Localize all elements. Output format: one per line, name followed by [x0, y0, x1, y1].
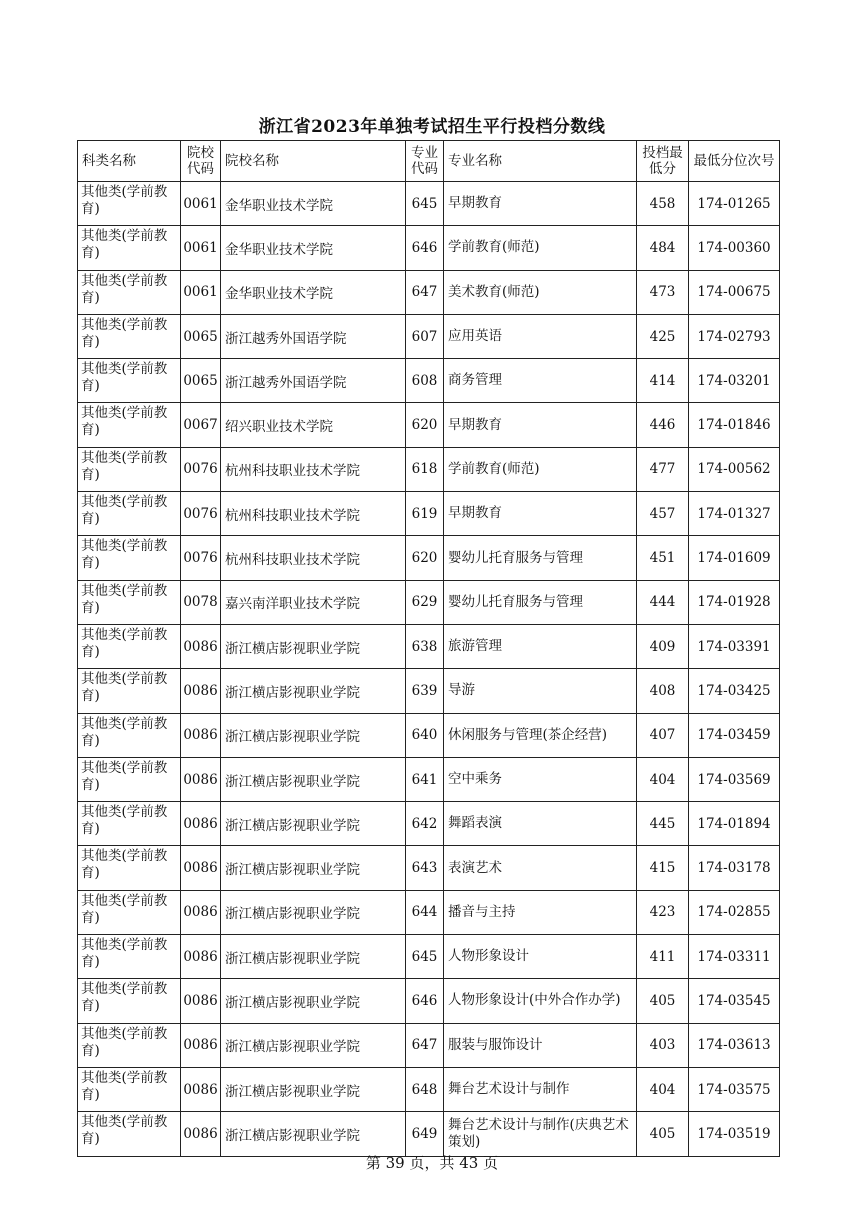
- cell-major-name: 商务管理: [444, 359, 637, 403]
- cell-category: 其他类(学前教育): [78, 757, 181, 801]
- cell-min-rank: 174-01846: [689, 403, 780, 447]
- cell-school-name: 金华职业技术学院: [221, 270, 406, 314]
- cell-min-rank: 174-03569: [689, 757, 780, 801]
- table-row: [78, 669, 780, 713]
- cell-school-name: 杭州科技职业技术学院: [221, 447, 406, 491]
- cell-min-rank: 174-03311: [689, 935, 780, 979]
- cell-category: 其他类(学前教育): [78, 270, 181, 314]
- cell-major-code: 649: [406, 1112, 444, 1156]
- table-row: [78, 536, 780, 580]
- cell-school-name: 金华职业技术学院: [221, 226, 406, 270]
- cell-min-score: 425: [637, 314, 689, 358]
- cell-major-code: 620: [406, 536, 444, 580]
- cell-category: 其他类(学前教育): [78, 182, 181, 226]
- cell-major-code: 608: [406, 359, 444, 403]
- header-major-name: 专业名称: [444, 141, 637, 182]
- cell-category: 其他类(学前教育): [78, 669, 181, 713]
- header-school-name: 院校名称: [221, 141, 406, 182]
- cell-school-name: 浙江横店影视职业学院: [221, 1023, 406, 1067]
- cell-category: 其他类(学前教育): [78, 447, 181, 491]
- cell-school-name: 杭州科技职业技术学院: [221, 536, 406, 580]
- cell-major-name: 舞蹈表演: [444, 802, 637, 846]
- cell-min-score: 445: [637, 802, 689, 846]
- cell-min-rank: 174-03201: [689, 359, 780, 403]
- cell-school-code: 0086: [181, 624, 221, 668]
- table-row: [78, 359, 780, 403]
- cell-major-code: 618: [406, 447, 444, 491]
- table-row: [78, 226, 780, 270]
- cell-min-rank: 174-03459: [689, 713, 780, 757]
- cell-school-code: 0065: [181, 359, 221, 403]
- cell-school-name: 金华职业技术学院: [221, 182, 406, 226]
- table-row: [78, 624, 780, 668]
- cell-school-name: 浙江横店影视职业学院: [221, 713, 406, 757]
- cell-category: 其他类(学前教育): [78, 624, 181, 668]
- cell-school-code: 0067: [181, 403, 221, 447]
- cell-major-code: 642: [406, 802, 444, 846]
- cell-major-code: 640: [406, 713, 444, 757]
- cell-category: 其他类(学前教育): [78, 846, 181, 890]
- page-title: 浙江省2023年单独考试招生平行投档分数线: [258, 117, 606, 137]
- cell-min-rank: 174-01609: [689, 536, 780, 580]
- cell-min-rank: 174-03519: [689, 1112, 780, 1156]
- cell-min-score: 444: [637, 580, 689, 624]
- cell-major-name: 学前教育(师范): [444, 226, 637, 270]
- cell-major-code: 645: [406, 182, 444, 226]
- cell-category: 其他类(学前教育): [78, 979, 181, 1023]
- cell-major-code: 643: [406, 846, 444, 890]
- cell-major-name: 人物形象设计(中外合作办学): [444, 979, 637, 1023]
- cell-category: 其他类(学前教育): [78, 403, 181, 447]
- cell-min-score: 423: [637, 890, 689, 934]
- table-row: [78, 403, 780, 447]
- cell-min-score: 458: [637, 182, 689, 226]
- cell-major-name: 学前教育(师范): [444, 447, 637, 491]
- cell-min-score: 409: [637, 624, 689, 668]
- header-category: 科类名称: [78, 141, 181, 182]
- cell-school-code: 0076: [181, 492, 221, 536]
- cell-min-rank: 174-00675: [689, 270, 780, 314]
- table-header-row: [78, 141, 780, 182]
- table-row: [78, 580, 780, 624]
- cell-major-name: 早期教育: [444, 403, 637, 447]
- cell-major-code: 620: [406, 403, 444, 447]
- table-row: [78, 447, 780, 491]
- cell-school-code: 0076: [181, 536, 221, 580]
- cell-school-code: 0086: [181, 935, 221, 979]
- cell-major-code: 646: [406, 979, 444, 1023]
- cell-school-code: 0086: [181, 846, 221, 890]
- cell-major-name: 人物形象设计: [444, 935, 637, 979]
- cell-min-rank: 174-00360: [689, 226, 780, 270]
- table-row: [78, 979, 780, 1023]
- cell-school-name: 杭州科技职业技术学院: [221, 492, 406, 536]
- cell-major-name: 美术教育(师范): [444, 270, 637, 314]
- cell-min-score: 446: [637, 403, 689, 447]
- cell-school-code: 0086: [181, 1112, 221, 1156]
- cell-category: 其他类(学前教育): [78, 935, 181, 979]
- cell-school-name: 浙江横店影视职业学院: [221, 890, 406, 934]
- cell-min-score: 473: [637, 270, 689, 314]
- cell-major-code: 629: [406, 580, 444, 624]
- cell-min-score: 408: [637, 669, 689, 713]
- cell-major-name: 舞台艺术设计与制作(庆典艺术策划): [444, 1112, 637, 1156]
- cell-school-name: 浙江横店影视职业学院: [221, 979, 406, 1023]
- table-row: [78, 846, 780, 890]
- cell-min-score: 405: [637, 979, 689, 1023]
- cell-min-rank: 174-03545: [689, 979, 780, 1023]
- cell-school-code: 0086: [181, 979, 221, 1023]
- cell-school-name: 浙江横店影视职业学院: [221, 757, 406, 801]
- cell-category: 其他类(学前教育): [78, 536, 181, 580]
- cell-min-score: 457: [637, 492, 689, 536]
- table-row: [78, 182, 780, 226]
- cell-school-code: 0086: [181, 757, 221, 801]
- table-row: [78, 1112, 780, 1156]
- cell-min-rank: 174-02793: [689, 314, 780, 358]
- cell-school-code: 0061: [181, 182, 221, 226]
- table-row: [78, 935, 780, 979]
- cell-major-code: 645: [406, 935, 444, 979]
- cell-major-code: 639: [406, 669, 444, 713]
- cell-school-name: 浙江横店影视职业学院: [221, 1067, 406, 1111]
- cell-school-name: 绍兴职业技术学院: [221, 403, 406, 447]
- cell-min-rank: 174-03391: [689, 624, 780, 668]
- cell-school-code: 0086: [181, 669, 221, 713]
- cell-min-score: 404: [637, 1067, 689, 1111]
- cell-major-name: 应用英语: [444, 314, 637, 358]
- cell-major-name: 播音与主持: [444, 890, 637, 934]
- cell-major-code: 646: [406, 226, 444, 270]
- cell-category: 其他类(学前教育): [78, 802, 181, 846]
- cell-major-code: 638: [406, 624, 444, 668]
- cell-min-rank: 174-03178: [689, 846, 780, 890]
- table-row: [78, 314, 780, 358]
- cell-school-name: 浙江横店影视职业学院: [221, 802, 406, 846]
- cell-major-code: 647: [406, 1023, 444, 1067]
- table-row: [78, 1023, 780, 1067]
- cell-category: 其他类(学前教育): [78, 1067, 181, 1111]
- cell-min-score: 404: [637, 757, 689, 801]
- cell-major-name: 服装与服饰设计: [444, 1023, 637, 1067]
- cell-major-name: 早期教育: [444, 492, 637, 536]
- cell-min-rank: 174-01327: [689, 492, 780, 536]
- cell-school-code: 0086: [181, 802, 221, 846]
- cell-min-rank: 174-01894: [689, 802, 780, 846]
- cell-category: 其他类(学前教育): [78, 226, 181, 270]
- cell-major-name: 婴幼儿托育服务与管理: [444, 536, 637, 580]
- cell-major-code: 647: [406, 270, 444, 314]
- cell-major-name: 空中乘务: [444, 757, 637, 801]
- cell-major-code: 641: [406, 757, 444, 801]
- cell-school-name: 浙江越秀外国语学院: [221, 314, 406, 358]
- cell-min-rank: 174-01928: [689, 580, 780, 624]
- cell-school-code: 0086: [181, 1023, 221, 1067]
- cell-min-score: 415: [637, 846, 689, 890]
- admission-score-table: [77, 140, 780, 1157]
- cell-school-code: 0065: [181, 314, 221, 358]
- cell-school-code: 0076: [181, 447, 221, 491]
- cell-min-score: 477: [637, 447, 689, 491]
- table-row: [78, 270, 780, 314]
- cell-major-code: 648: [406, 1067, 444, 1111]
- cell-major-name: 舞台艺术设计与制作: [444, 1067, 637, 1111]
- table-row: [78, 757, 780, 801]
- cell-major-name: 导游: [444, 669, 637, 713]
- cell-school-code: 0061: [181, 270, 221, 314]
- header-school-code: 院校代码: [181, 141, 221, 182]
- cell-min-rank: 174-03425: [689, 669, 780, 713]
- cell-category: 其他类(学前教育): [78, 1023, 181, 1067]
- cell-school-code: 0086: [181, 1067, 221, 1111]
- cell-school-name: 浙江横店影视职业学院: [221, 935, 406, 979]
- cell-school-name: 浙江横店影视职业学院: [221, 846, 406, 890]
- table-row: [78, 1067, 780, 1111]
- cell-school-name: 浙江越秀外国语学院: [221, 359, 406, 403]
- cell-min-score: 405: [637, 1112, 689, 1156]
- cell-school-name: 浙江横店影视职业学院: [221, 1112, 406, 1156]
- cell-major-name: 表演艺术: [444, 846, 637, 890]
- cell-major-code: 619: [406, 492, 444, 536]
- cell-min-score: 484: [637, 226, 689, 270]
- cell-category: 其他类(学前教育): [78, 890, 181, 934]
- cell-min-rank: 174-02855: [689, 890, 780, 934]
- cell-school-code: 0086: [181, 713, 221, 757]
- header-min-score: 投档最低分: [637, 141, 689, 182]
- cell-min-score: 403: [637, 1023, 689, 1067]
- cell-major-code: 607: [406, 314, 444, 358]
- cell-min-score: 414: [637, 359, 689, 403]
- cell-major-name: 休闲服务与管理(茶企经营): [444, 713, 637, 757]
- cell-school-name: 嘉兴南洋职业技术学院: [221, 580, 406, 624]
- cell-school-code: 0061: [181, 226, 221, 270]
- cell-category: 其他类(学前教育): [78, 580, 181, 624]
- table-row: [78, 802, 780, 846]
- header-min-rank: 最低分位次号: [689, 141, 780, 182]
- table-row: [78, 492, 780, 536]
- cell-school-code: 0086: [181, 890, 221, 934]
- cell-min-rank: 174-03575: [689, 1067, 780, 1111]
- cell-min-score: 411: [637, 935, 689, 979]
- cell-school-name: 浙江横店影视职业学院: [221, 669, 406, 713]
- cell-min-rank: 174-01265: [689, 182, 780, 226]
- cell-major-name: 早期教育: [444, 182, 637, 226]
- cell-school-name: 浙江横店影视职业学院: [221, 624, 406, 668]
- cell-major-code: 644: [406, 890, 444, 934]
- cell-category: 其他类(学前教育): [78, 713, 181, 757]
- cell-category: 其他类(学前教育): [78, 359, 181, 403]
- cell-category: 其他类(学前教育): [78, 1112, 181, 1156]
- cell-category: 其他类(学前教育): [78, 314, 181, 358]
- page-footer: 第 39 页，共 43 页: [365, 1154, 499, 1172]
- table-row: [78, 713, 780, 757]
- cell-min-rank: 174-00562: [689, 447, 780, 491]
- cell-min-rank: 174-03613: [689, 1023, 780, 1067]
- header-major-code: 专业代码: [406, 141, 444, 182]
- cell-school-code: 0078: [181, 580, 221, 624]
- table-row: [78, 890, 780, 934]
- cell-min-score: 451: [637, 536, 689, 580]
- cell-min-score: 407: [637, 713, 689, 757]
- cell-major-name: 婴幼儿托育服务与管理: [444, 580, 637, 624]
- cell-major-name: 旅游管理: [444, 624, 637, 668]
- cell-category: 其他类(学前教育): [78, 492, 181, 536]
